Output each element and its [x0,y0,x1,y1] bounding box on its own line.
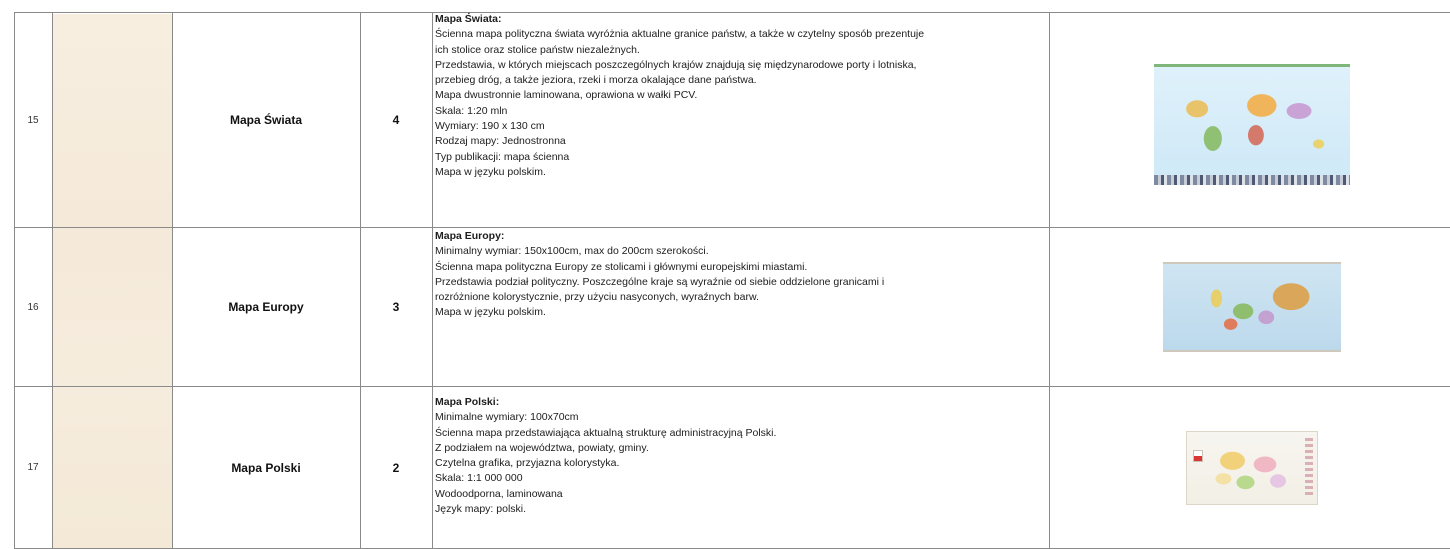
product-image-cell [1053,387,1450,548]
description-line: Mapa dwustronnie laminowana, oprawiona w wałki PCV. [435,89,698,102]
description-line: Rodzaj mapy: Jednostronna [435,135,566,148]
product-description [435,395,1047,517]
map-legend-strip [1154,175,1350,185]
description-line: Ścienna mapa przedstawiająca aktualną strukturę administracyjną Polski. [435,426,777,439]
table-row [0,13,1450,227]
product-name: Mapa Świata [229,113,303,127]
description-title: Mapa Europy: [435,230,505,242]
description-line: Skala: 1:20 mln [435,104,508,117]
product-image-cell [1053,13,1450,227]
row-number: 17 [27,462,39,473]
description-line: Typ publikacji: mapa ścienna [435,150,570,163]
description-line: Z podziałem na województwa, powiaty, gminy. [435,441,649,454]
product-name: Mapa Polski [231,460,301,475]
description-line: ich stolice oraz stolice państw niezależnych. [435,43,640,56]
description-line: Przedstawia, w których miejscach poszczególnych krajów znajdują się międzynarodowe porty i lotniska, [435,58,917,71]
europe-map-image [1163,262,1341,352]
description-line: Minimalne wymiary: 100x70cm [435,411,579,424]
table-row [0,387,1450,548]
description-line: przebieg dróg, a także jeziora, rzeki i morza okalające dane państwa. [435,74,757,87]
description-line: Mapa w języku polskim. [435,306,546,319]
table-row [0,228,1450,386]
description-line: Przedstawia podział polityczny. Poszczególne kraje są wyraźnie od siebie oddzielone granicami i [435,275,885,288]
description-title: Mapa Świata: [435,13,502,25]
quantity: 3 [392,300,400,314]
product-name: Mapa Europy [228,300,304,314]
description-line: Wodoodporna, laminowana [435,487,563,500]
quantity: 2 [392,460,400,475]
poland-map-image [1186,431,1318,505]
product-description [435,12,1047,180]
product-image-cell [1053,228,1450,386]
description-line: Wymiary: 190 x 130 cm [435,120,545,133]
description-line: Ścienna mapa polityczna Europy ze stolicami i głównymi europejskimi miastami. [435,260,808,273]
description-line: rozróżnione kolorystycznie, przy użyciu nasyconych, wyraźnych barw. [435,291,759,304]
description-line: Mapa w języku polskim. [435,165,546,178]
description-line: Skala: 1:1 000 000 [435,472,523,485]
world-map-image [1154,64,1350,177]
row-number: 16 [27,301,39,313]
description-line: Minimalny wymiar: 150x100cm, max do 200cm szerokości. [435,245,709,258]
row-number: 15 [27,114,39,126]
description-title: Mapa Polski: [435,396,500,408]
quantity: 4 [392,113,400,127]
description-line: Ścienna mapa polityczna świata wyróżnia aktualne granice państw, a także w czytelny sposób prezentuje [435,28,925,41]
description-line: Czytelna grafika, przyjazna kolorystyka. [435,457,620,470]
product-description [435,229,1047,321]
map-legend [1305,438,1313,496]
flag-icon [1193,450,1203,462]
description-line: Język mapy: polski. [435,503,527,516]
